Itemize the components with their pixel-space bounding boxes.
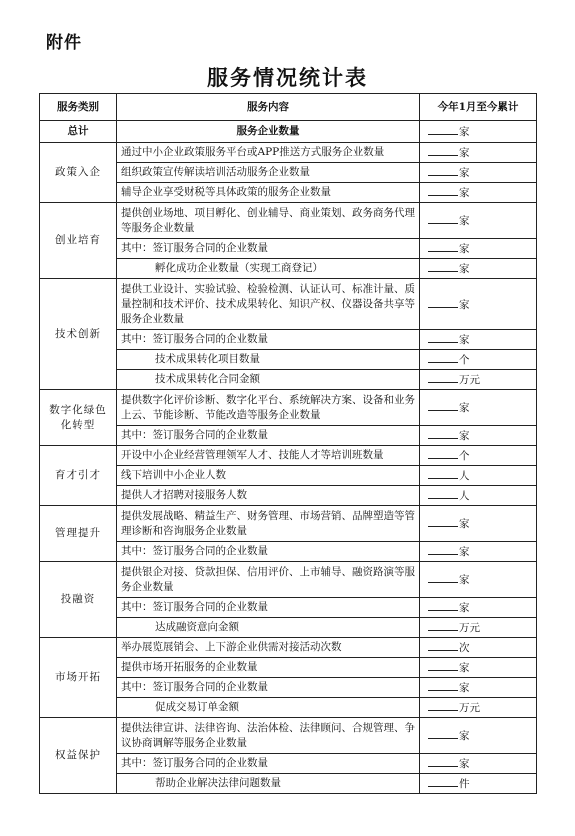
total-content: 服务企业数量 <box>117 121 420 143</box>
value-cell <box>420 698 537 718</box>
total-value-cell <box>420 121 537 143</box>
unit-label: 家 <box>459 574 470 586</box>
attachment-label: 附件 <box>46 33 82 53</box>
fill-blank <box>428 371 458 383</box>
category-cell: 市场开拓 <box>40 638 117 718</box>
fill-blank <box>428 699 458 711</box>
unit-label: 人 <box>459 490 470 502</box>
total-row <box>40 121 537 143</box>
value-cell <box>420 658 537 678</box>
unit-label: 人 <box>459 470 470 482</box>
unit-label: 家 <box>459 298 470 311</box>
value-cell <box>420 542 537 562</box>
category-cell: 权益保护 <box>40 718 117 794</box>
service-item-text: 其中：签订服务合同的企业数量 <box>117 542 420 562</box>
value-cell <box>420 678 537 698</box>
unit-label: 个 <box>459 450 470 462</box>
service-item-text: 达成融资意向金额 <box>117 618 420 638</box>
value-cell <box>420 390 537 426</box>
fill-blank <box>428 467 458 479</box>
service-item-text: 孵化成功企业数量（实现工商登记） <box>117 259 420 279</box>
value-cell <box>420 183 537 203</box>
fill-blank <box>428 260 458 272</box>
value-cell <box>420 259 537 279</box>
service-item-text: 提供数字化评价诊断、数字化平台、系统解决方案、设备和业务上云、节能诊断、节能改造等服务企业数量 <box>117 390 420 426</box>
service-item-text: 开设中小企业经营管理领军人才、技能人才等培训班数量 <box>117 446 420 466</box>
value-cell <box>420 638 537 658</box>
service-item-text: 提供银企对接、贷款担保、信用评价、上市辅导、融资路演等服务企业数量 <box>117 562 420 598</box>
service-item-text: 辅导企业享受财税等具体政策的服务企业数量 <box>117 183 420 203</box>
unit-label: 家 <box>459 215 470 227</box>
fill-blank <box>428 144 458 156</box>
unit-label: 家 <box>459 430 470 442</box>
fill-blank <box>428 619 458 631</box>
header-category: 服务类别 <box>40 94 117 121</box>
fill-blank <box>428 331 458 343</box>
unit-label: 家 <box>459 147 470 159</box>
table-row <box>40 638 537 658</box>
unit-label: 个 <box>459 354 470 366</box>
unit-label: 件 <box>459 778 470 790</box>
fill-blank <box>428 123 458 135</box>
fill-blank <box>428 427 458 439</box>
unit-label: 家 <box>459 334 470 346</box>
value-cell <box>420 279 537 330</box>
value-cell <box>420 446 537 466</box>
service-item-text: 帮助企业解决法律问题数量 <box>117 774 420 794</box>
fill-blank <box>428 399 458 411</box>
unit-label: 家 <box>459 187 470 199</box>
service-item-text: 提供发展战略、精益生产、财务管理、市场营销、品牌塑造等管理诊断和咨询服务企业数量 <box>117 506 420 542</box>
unit-label: 万元 <box>459 622 480 634</box>
fill-blank <box>428 755 458 767</box>
value-cell <box>420 239 537 259</box>
value-cell <box>420 598 537 618</box>
unit-label: 家 <box>459 243 470 255</box>
value-cell <box>420 486 537 506</box>
fill-blank <box>428 351 458 363</box>
table-row <box>40 446 537 466</box>
service-item-text: 提供创业场地、项目孵化、创业辅导、商业策划、政务商务代理等服务企业数量 <box>117 203 420 239</box>
fill-blank <box>428 599 458 611</box>
value-cell <box>420 506 537 542</box>
service-item-text: 其中：签订服务合同的企业数量 <box>117 754 420 774</box>
service-item-text: 促成交易订单金额 <box>117 698 420 718</box>
fill-blank <box>428 212 458 224</box>
category-cell: 育才引才 <box>40 446 117 506</box>
category-cell: 投融资 <box>40 562 117 638</box>
service-item-text: 提供法律宣讲、法律咨询、法治体检、法律顾问、合规管理、争议协商调解等服务企业数量 <box>117 718 420 754</box>
fill-blank <box>428 639 458 651</box>
unit-label: 家 <box>459 682 470 694</box>
table-row <box>40 562 537 598</box>
service-item-text: 举办展览展销会、上下游企业供需对接活动次数 <box>117 638 420 658</box>
service-item-text: 其中：签订服务合同的企业数量 <box>117 678 420 698</box>
service-item-text: 通过中小企业政策服务平台或APP推送方式服务企业数量 <box>117 143 420 163</box>
value-cell <box>420 466 537 486</box>
table-row <box>40 279 537 330</box>
service-item-text: 其中：签订服务合同的企业数量 <box>117 598 420 618</box>
header-row <box>40 94 537 121</box>
value-cell <box>420 163 537 183</box>
table-row <box>40 390 537 426</box>
value-cell <box>420 618 537 638</box>
page-title: 服务情况统计表 <box>207 65 368 90</box>
unit-label: 万元 <box>459 702 480 714</box>
category-cell: 创业培育 <box>40 203 117 279</box>
value-cell <box>420 143 537 163</box>
unit-label: 家 <box>459 126 470 138</box>
value-cell <box>420 426 537 446</box>
service-item-text: 其中：签订服务合同的企业数量 <box>117 330 420 350</box>
unit-label: 家 <box>459 730 470 742</box>
service-statistics-table <box>39 93 537 794</box>
service-item-text: 提供工业设计、实验试验、检验检测、认证认可、标准计量、质量控制和技术评价、技术成果转化、知识产权、仪器设备共享等服务企业数量 <box>117 279 420 330</box>
fill-blank <box>428 296 458 308</box>
unit-label: 家 <box>459 263 470 275</box>
fill-blank <box>428 487 458 499</box>
service-item-text: 提供人才招聘对接服务人数 <box>117 486 420 506</box>
unit-label: 家 <box>459 518 470 530</box>
category-cell: 政策入企 <box>40 143 117 203</box>
value-cell <box>420 370 537 390</box>
service-item-text: 其中：签订服务合同的企业数量 <box>117 426 420 446</box>
category-cell: 数字化绿色化转型 <box>40 390 117 446</box>
table-row <box>40 506 537 542</box>
service-item-text: 组织政策宣传解读培训活动服务企业数量 <box>117 163 420 183</box>
service-item-text: 技术成果转化项目数量 <box>117 350 420 370</box>
unit-label: 万元 <box>459 374 480 386</box>
unit-label: 家 <box>459 167 470 179</box>
unit-label: 家 <box>459 602 470 614</box>
value-cell <box>420 562 537 598</box>
fill-blank <box>428 571 458 583</box>
fill-blank <box>428 543 458 555</box>
value-cell <box>420 774 537 794</box>
category-cell: 技术创新 <box>40 279 117 390</box>
fill-blank <box>428 164 458 176</box>
value-cell <box>420 330 537 350</box>
value-cell <box>420 350 537 370</box>
header-content: 服务内容 <box>117 94 420 121</box>
service-item-text: 其中：签订服务合同的企业数量 <box>117 239 420 259</box>
unit-label: 家 <box>459 402 470 414</box>
fill-blank <box>428 515 458 527</box>
unit-label: 家 <box>459 758 470 770</box>
category-cell: 管理提升 <box>40 506 117 562</box>
table-row <box>40 718 537 754</box>
value-cell <box>420 754 537 774</box>
fill-blank <box>428 240 458 252</box>
total-category: 总计 <box>40 121 117 143</box>
table-row <box>40 143 537 163</box>
value-cell <box>420 203 537 239</box>
fill-blank <box>428 775 458 787</box>
fill-blank <box>428 727 458 739</box>
unit-label: 家 <box>459 662 470 674</box>
service-item-text: 技术成果转化合同金额 <box>117 370 420 390</box>
header-cumulative: 今年1月至今累计 <box>420 94 537 121</box>
fill-blank <box>428 184 458 196</box>
service-item-text: 提供市场开拓服务的企业数量 <box>117 658 420 678</box>
unit-label: 次 <box>459 642 470 654</box>
table-row <box>40 203 537 239</box>
service-item-text: 线下培训中小企业人数 <box>117 466 420 486</box>
fill-blank <box>428 679 458 691</box>
fill-blank <box>428 447 458 459</box>
value-cell <box>420 718 537 754</box>
fill-blank <box>428 659 458 671</box>
unit-label: 家 <box>459 546 470 558</box>
